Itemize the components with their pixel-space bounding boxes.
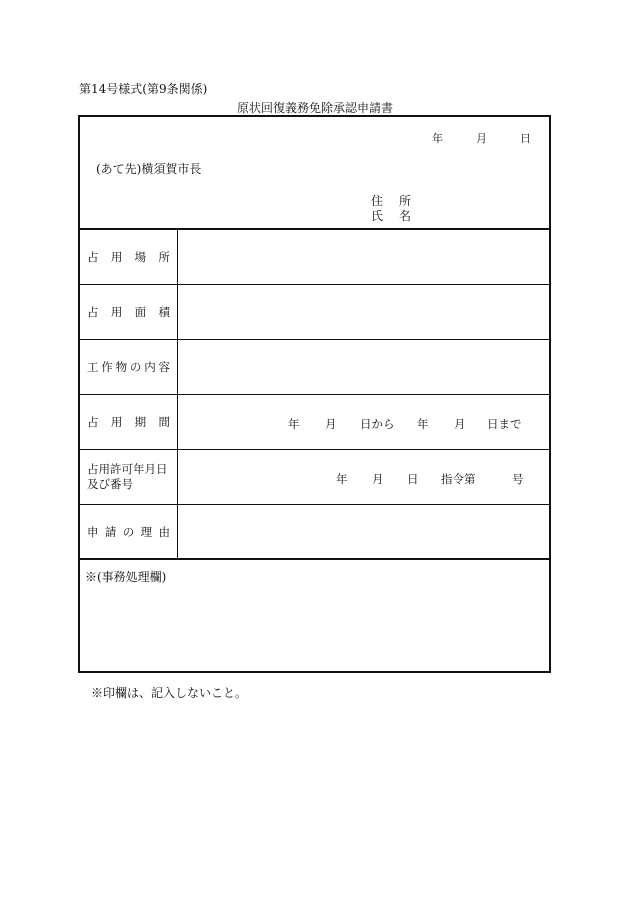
from-day: 日から	[360, 417, 395, 431]
name-label: 氏 名	[371, 209, 414, 223]
row-permit-info	[80, 450, 549, 505]
label-char: 用	[110, 415, 123, 429]
permit-day: 日	[407, 472, 419, 486]
to-day: 日まで	[487, 417, 522, 431]
label-permit-info	[80, 450, 178, 504]
addressee: (あて先)横須賀市長	[96, 162, 202, 176]
label-char: 所	[158, 250, 170, 264]
label-char: 工	[87, 360, 99, 374]
form-number: 第14号様式(第9条関係)	[79, 82, 208, 96]
label-char: 間	[158, 415, 170, 429]
value-structure-content[interactable]	[178, 340, 549, 394]
form-rows	[80, 230, 549, 670]
label-char: 面	[134, 305, 147, 319]
label-char: 請	[104, 524, 117, 539]
row-occupied-area	[80, 285, 549, 340]
permit-fields	[336, 471, 524, 487]
label-char: 由	[158, 524, 170, 539]
date-day: 日	[520, 132, 531, 145]
value-occupied-place[interactable]	[178, 230, 549, 284]
office-use-label: ※(事務処理欄)	[85, 570, 167, 584]
label-char: 用	[110, 250, 123, 264]
label-occupied-period	[80, 395, 178, 449]
address-label: 住 所	[371, 194, 414, 208]
date-line	[432, 130, 531, 146]
form-header	[80, 117, 549, 230]
label-occupied-area	[80, 285, 178, 339]
label-occupied-place	[80, 230, 178, 284]
label-char: 申	[87, 524, 99, 539]
permit-month: 月	[372, 472, 384, 486]
label-char: の	[129, 360, 142, 374]
period-fields	[288, 416, 522, 432]
label-char: 物	[115, 360, 128, 374]
office-use-area	[80, 560, 549, 670]
value-application-reason[interactable]	[178, 505, 549, 558]
label-structure-content	[80, 340, 178, 394]
permit-label-line2: 及び番号	[87, 477, 133, 491]
permit-label-line1: 占用許可年月日	[87, 462, 168, 476]
label-char: の	[122, 524, 135, 539]
to-month: 月	[454, 417, 466, 431]
to-year: 年	[417, 417, 429, 431]
label-char: 占	[87, 305, 99, 319]
application-form	[78, 115, 551, 673]
permit-year: 年	[336, 472, 348, 486]
row-occupied-place	[80, 230, 549, 285]
date-month: 月	[476, 132, 487, 145]
label-char: 作	[101, 360, 113, 374]
label-application-reason	[80, 505, 178, 558]
from-month: 月	[325, 417, 337, 431]
value-occupied-period[interactable]	[178, 395, 549, 449]
label-char: 期	[134, 415, 147, 429]
date-year: 年	[432, 132, 443, 145]
permit-order: 指令第	[441, 472, 476, 486]
label-char: 用	[110, 305, 123, 319]
label-char: 場	[134, 250, 147, 264]
value-permit-info[interactable]	[178, 450, 549, 504]
label-char: 理	[140, 524, 153, 539]
label-char: 容	[158, 360, 170, 374]
document-title: 原状回復義務免除承認申請書	[236, 101, 393, 115]
row-occupied-period	[80, 395, 549, 450]
row-structure-content	[80, 340, 549, 395]
permit-number: 号	[512, 472, 524, 486]
footnote: ※印欄は、記入しないこと。	[91, 686, 248, 700]
from-year: 年	[288, 417, 300, 431]
label-char: 占	[87, 250, 99, 264]
value-occupied-area[interactable]	[178, 285, 549, 339]
label-char: 占	[87, 415, 99, 429]
row-application-reason	[80, 505, 549, 560]
label-char: 積	[158, 305, 170, 319]
label-char: 内	[144, 360, 156, 374]
